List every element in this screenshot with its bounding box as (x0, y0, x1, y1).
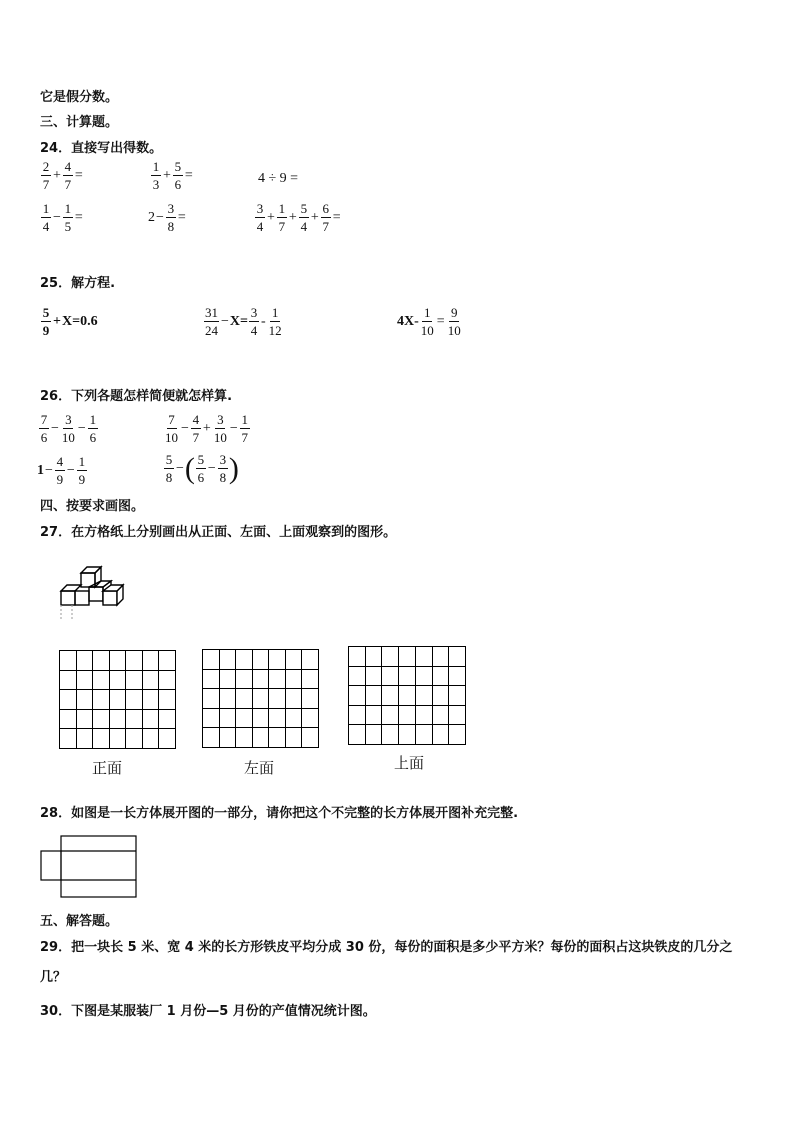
fraction: $\frac{3}{10}$ (213, 412, 227, 445)
cube-stack-figure (55, 563, 130, 625)
question-29-line-2: 几？ (40, 970, 67, 985)
fraction: $\frac{7}{6}$ (40, 412, 48, 445)
fraction: $\frac{1}{9}$ (78, 454, 86, 487)
q24-expr-4: $\frac{1}{4}$ − $\frac{1}{5}$ = (42, 201, 83, 234)
grid-top[interactable] (348, 646, 466, 745)
q25-eq-3: 4X- $\frac{1}{10}$ = $\frac{9}{10}$ (397, 305, 461, 338)
question-26: 26．下列各题怎样简便就怎样算. (40, 389, 233, 404)
fraction: $\frac{4}{7}$ (192, 412, 200, 445)
grid-label-top: 上面 (394, 754, 425, 772)
fraction: $\frac{1}{7}$ (278, 201, 286, 234)
fraction: $\frac{4}{7}$ (64, 159, 72, 192)
q24-expr-5: 2 − $\frac{3}{8}$ = (148, 201, 186, 234)
q24-expr-3: 4 ÷ 9 = (258, 171, 299, 186)
question-25: 25．解方程. (40, 276, 116, 291)
fraction: $\frac{3}{4}$ (250, 305, 258, 338)
q24-expr-2: $\frac{1}{3}$ + $\frac{5}{6}$ = (152, 159, 193, 192)
fraction: $\frac{3}{4}$ (256, 201, 264, 234)
q26-expr-4: $\frac{5}{8}$ − ( $\frac{5}{6}$ − $\frac{3}{8}$ ) (165, 451, 239, 485)
fraction: $\frac{5}{9}$ (42, 305, 50, 338)
fraction: $\frac{3}{8}$ (219, 452, 227, 485)
text-line-1: 它是假分数。 (40, 90, 119, 105)
fraction: $\frac{5}{8}$ (165, 452, 173, 485)
q24-expr-1: $\frac{2}{7}$ + $\frac{4}{7}$ = (42, 159, 83, 192)
fraction: $\frac{2}{7}$ (42, 159, 50, 192)
question-27: 27．在方格纸上分别画出从正面、左面、上面观察到的图形。 (40, 525, 397, 540)
q26-expr-2: $\frac{7}{10}$ − $\frac{4}{7}$ + $\frac{3}{10}$ − $\frac{1}{7}$ (165, 412, 248, 445)
fraction: $\frac{5}{6}$ (197, 452, 205, 485)
fraction: $\frac{4}{9}$ (56, 454, 64, 487)
fraction: $\frac{3}{8}$ (167, 201, 175, 234)
section-4-heading: 四、按要求画图。 (40, 499, 145, 514)
fraction: $\frac{5}{4}$ (300, 201, 308, 234)
q26-expr-3: 1 − $\frac{4}{9}$ − $\frac{1}{9}$ (37, 454, 86, 487)
fraction: $\frac{1}{6}$ (89, 412, 97, 445)
question-29-line-1: 29．把一块长 5 米、宽 4 米的长方形铁皮平均分成 30 份，每份的面积是多少平方米？每份的面积占这块铁皮的几分之 (40, 940, 733, 955)
fraction: $\frac{6}{7}$ (322, 201, 329, 234)
fraction: $\frac{1}{5}$ (64, 201, 72, 234)
grid-label-front: 正面 (92, 759, 123, 777)
fraction: $\frac{5}{6}$ (174, 159, 182, 192)
question-30: 30．下图是某服装厂 1 月份—5 月份的产值情况统计图。 (40, 1004, 376, 1019)
fraction: $\frac{1}{4}$ (42, 201, 50, 234)
fraction: $\frac{1}{10}$ (420, 305, 434, 338)
question-24: 24．直接写出得数。 (40, 141, 163, 156)
section-3-heading: 三、计算题。 (40, 115, 119, 130)
q25-eq-2: $\frac{31}{24}$ − X= $\frac{3}{4}$ - $\frac{1}{12}$ (205, 305, 282, 338)
fraction: $\frac{7}{10}$ (165, 412, 178, 445)
fraction: $\frac{1}{7}$ (241, 412, 248, 445)
grid-left[interactable] (202, 649, 319, 748)
q26-expr-1: $\frac{7}{6}$ − $\frac{3}{10}$ − $\frac{1}{6}$ (40, 412, 97, 445)
fraction: $\frac{1}{3}$ (152, 159, 160, 192)
question-28: 28．如图是一长方体展开图的一部分，请你把这个不完整的长方体展开图补充完整. (40, 806, 519, 821)
grid-front[interactable] (59, 650, 176, 749)
grid-label-left: 左面 (244, 759, 275, 777)
q25-eq-1: $\frac{5}{9}$ + X=0.6 (42, 305, 98, 338)
section-5-heading: 五、解答题。 (40, 914, 119, 929)
fraction: $\frac{9}{10}$ (447, 305, 461, 338)
box-net-figure (40, 835, 140, 899)
fraction: $\frac{1}{12}$ (268, 305, 282, 338)
q24-expr-6: $\frac{3}{4}$ + $\frac{1}{7}$ + $\frac{5}{4}$ + $\frac{6}{7}$ = (256, 201, 341, 234)
fraction: $\frac{31}{24}$ (205, 305, 218, 338)
fraction: $\frac{3}{10}$ (61, 412, 75, 445)
